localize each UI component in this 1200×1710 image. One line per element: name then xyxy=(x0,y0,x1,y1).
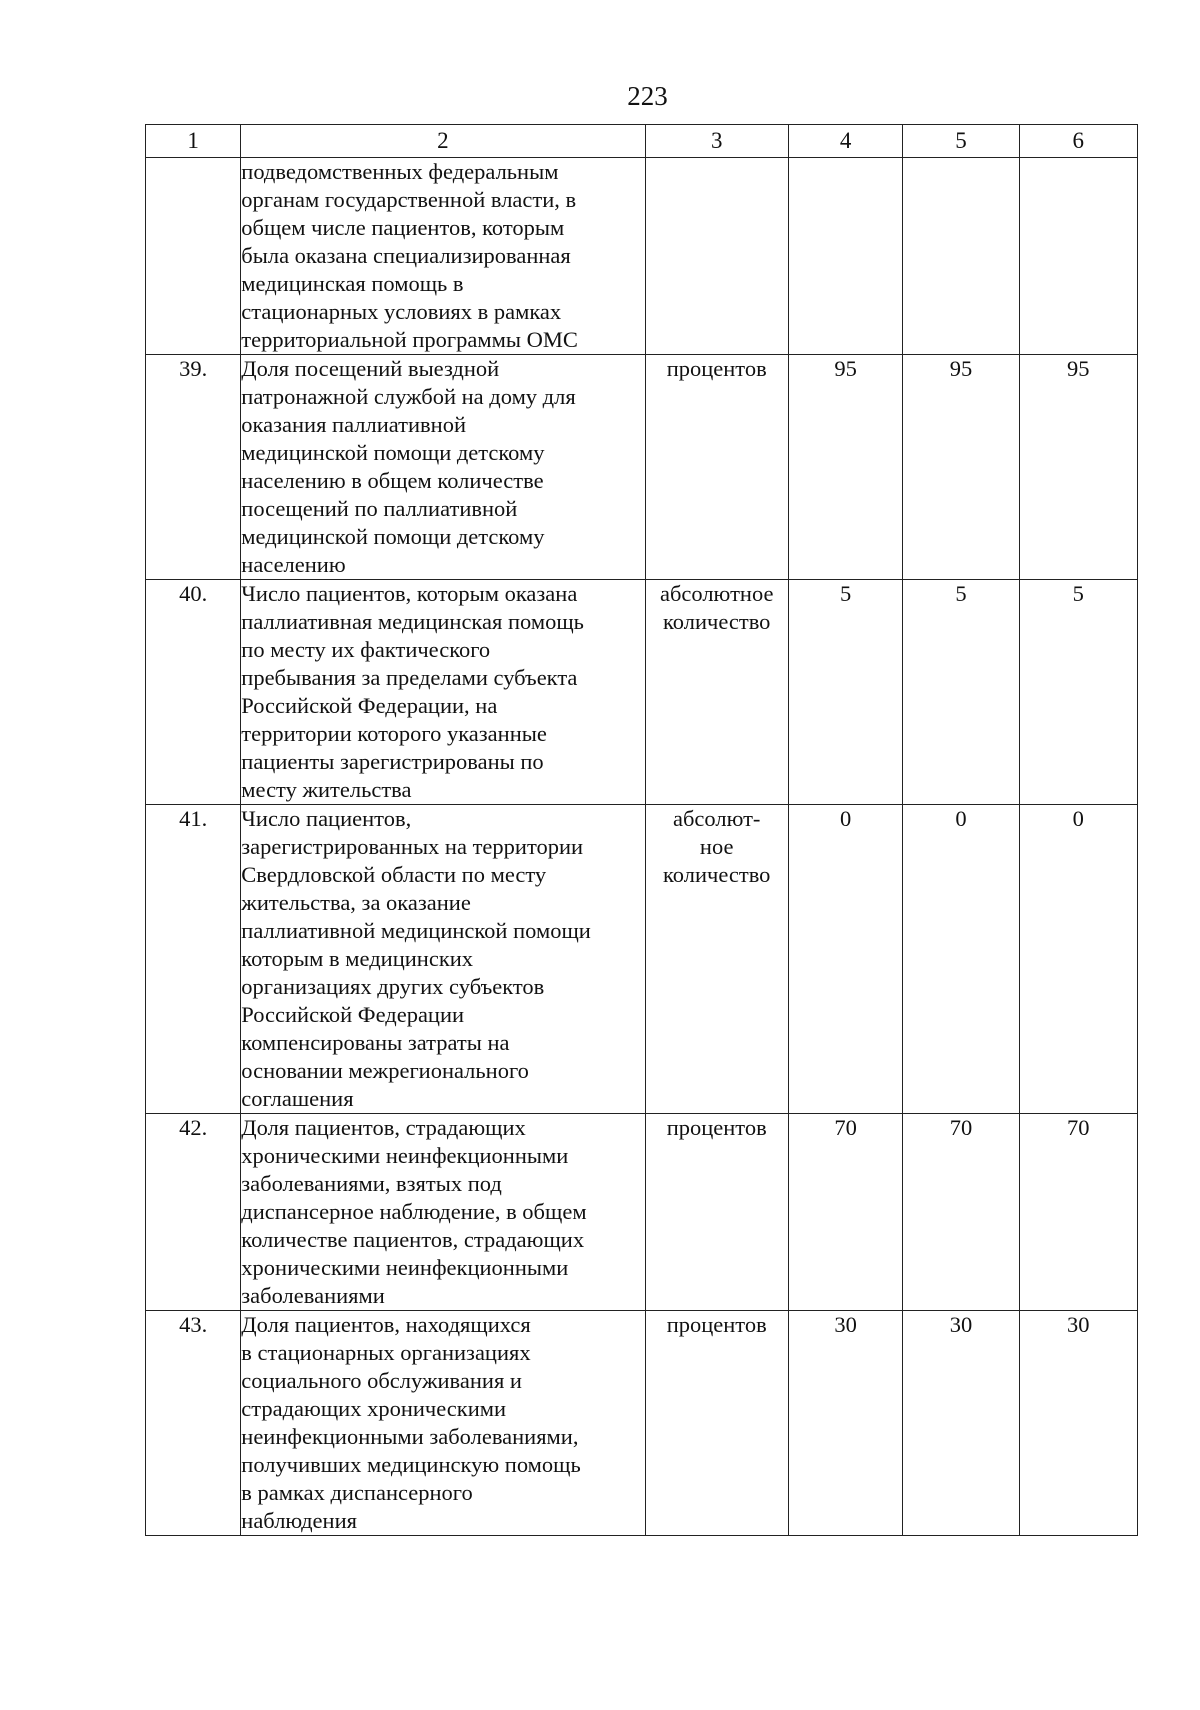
indicator-name-line: основании межрегионального xyxy=(241,1058,529,1083)
unit-line: процентов xyxy=(666,1312,767,1337)
value-col-5: 70 xyxy=(903,1114,1019,1311)
indicators-table xyxy=(145,124,1138,1536)
unit-line: абсолютное xyxy=(659,581,774,606)
indicator-name xyxy=(241,805,645,1114)
value-col-5: 95 xyxy=(903,355,1019,580)
value-col-6: 30 xyxy=(1019,1311,1137,1536)
indicator-name-line: организациях других субъектов xyxy=(241,974,545,999)
indicator-name-line: Доля пациентов, находящихся xyxy=(241,1312,531,1337)
indicator-name-line: в стационарных организациях xyxy=(241,1340,531,1365)
value-col-5: 5 xyxy=(903,580,1019,805)
indicator-name-line: хроническими неинфекционными xyxy=(241,1143,569,1168)
table-row xyxy=(146,158,1138,355)
unit-of-measure xyxy=(645,580,788,805)
unit-of-measure xyxy=(645,805,788,1114)
indicator-name-line: Число пациентов, xyxy=(241,806,412,831)
table-header xyxy=(146,125,1138,158)
indicator-name-line: паллиативной медицинской помощи xyxy=(241,918,591,943)
indicator-name-line: территории которого указанные xyxy=(241,721,547,746)
indicator-name-line: общем числе пациентов, которым xyxy=(241,215,565,240)
unit-line: количество xyxy=(663,609,771,634)
indicator-name-line: диспансерное наблюдение, в общем xyxy=(241,1199,587,1224)
table-body xyxy=(146,158,1138,1536)
indicator-name xyxy=(241,1311,645,1536)
value-col-6 xyxy=(1019,158,1137,355)
value-col-4 xyxy=(788,158,902,355)
row-number: 39. xyxy=(146,355,241,580)
indicator-name-line: органам государственной власти, в xyxy=(241,187,577,212)
row-number: 43. xyxy=(146,1311,241,1536)
value-col-5 xyxy=(903,158,1019,355)
unit-line: процентов xyxy=(666,356,767,381)
indicator-name xyxy=(241,158,645,355)
unit-line: количество xyxy=(663,862,771,887)
indicator-name-line: Число пациентов, которым оказана xyxy=(241,581,578,606)
indicator-name-line: соглашения xyxy=(241,1086,354,1111)
value-col-6: 0 xyxy=(1019,805,1137,1114)
value-col-4: 95 xyxy=(788,355,902,580)
header-col-6: 6 xyxy=(1019,125,1137,158)
indicator-name-line: наблюдения xyxy=(241,1508,357,1533)
indicator-name-line: подведомственных федеральным xyxy=(241,159,559,184)
indicator-name-line: медицинской помощи детскому xyxy=(241,524,545,549)
row-number: 42. xyxy=(146,1114,241,1311)
header-col-4: 4 xyxy=(788,125,902,158)
unit-of-measure xyxy=(645,355,788,580)
indicator-name-line: Доля посещений выездной xyxy=(241,356,500,381)
unit-of-measure xyxy=(645,1311,788,1536)
value-col-4: 0 xyxy=(788,805,902,1114)
header-row xyxy=(146,125,1138,158)
indicator-name-line: получивших медицинскую помощь xyxy=(241,1452,581,1477)
indicator-name-line: жительства, за оказание xyxy=(241,890,471,915)
value-col-6: 70 xyxy=(1019,1114,1137,1311)
header-col-2: 2 xyxy=(241,125,645,158)
indicator-name-line: пребывания за пределами субъекта xyxy=(241,665,578,690)
table-row xyxy=(146,355,1138,580)
indicator-name-line: Российской Федерации, на xyxy=(241,693,498,718)
indicator-name-line: социального обслуживания и xyxy=(241,1368,522,1393)
header-col-3: 3 xyxy=(645,125,788,158)
table-row xyxy=(146,805,1138,1114)
value-col-4: 5 xyxy=(788,580,902,805)
indicator-name-line: была оказана специализированная xyxy=(241,243,571,268)
indicator-name-line: населению xyxy=(241,552,346,577)
indicator-name-line: оказания паллиативной xyxy=(241,412,466,437)
indicator-name-line: Свердловской области по месту xyxy=(241,862,547,887)
indicator-name-line: патронажной службой на дому для xyxy=(241,384,576,409)
indicator-name-line: паллиативная медицинская помощь xyxy=(241,609,584,634)
unit-of-measure xyxy=(645,158,788,355)
indicator-name-line: Российской Федерации xyxy=(241,1002,465,1027)
table-row xyxy=(146,580,1138,805)
indicator-name-line: населению в общем количестве xyxy=(241,468,544,493)
indicator-name-line: хроническими неинфекционными xyxy=(241,1255,569,1280)
value-col-6: 5 xyxy=(1019,580,1137,805)
indicator-name xyxy=(241,580,645,805)
value-col-5: 0 xyxy=(903,805,1019,1114)
indicator-name-line: территориальной программы ОМС xyxy=(241,327,578,352)
indicator-name-line: стационарных условиях в рамках xyxy=(241,299,562,324)
indicator-name-line: медицинской помощи детскому xyxy=(241,440,545,465)
value-col-4: 70 xyxy=(788,1114,902,1311)
unit-of-measure xyxy=(645,1114,788,1311)
value-col-6: 95 xyxy=(1019,355,1137,580)
header-col-1: 1 xyxy=(146,125,241,158)
indicator-name-line: зарегистрированных на территории xyxy=(241,834,584,859)
indicator-name-line: заболеваниями xyxy=(241,1283,385,1308)
indicator-name-line: страдающих хроническими xyxy=(241,1396,507,1421)
header-col-5: 5 xyxy=(903,125,1019,158)
row-number: 40. xyxy=(146,580,241,805)
indicator-name-line: компенсированы затраты на xyxy=(241,1030,510,1055)
indicator-name-line: месту жительства xyxy=(241,777,412,802)
indicator-name-line: заболеваниями, взятых под xyxy=(241,1171,502,1196)
value-col-5: 30 xyxy=(903,1311,1019,1536)
unit-line: абсолют- xyxy=(672,806,761,831)
unit-line: процентов xyxy=(666,1115,767,1140)
indicator-name xyxy=(241,355,645,580)
indicator-name-line: которым в медицинских xyxy=(241,946,474,971)
indicator-name xyxy=(241,1114,645,1311)
indicator-name-line: пациенты зарегистрированы по xyxy=(241,749,544,774)
indicator-name-line: количестве пациентов, страдающих xyxy=(241,1227,585,1252)
indicator-name-line: Доля пациентов, страдающих xyxy=(241,1115,526,1140)
table-row xyxy=(146,1114,1138,1311)
page-number: 223 xyxy=(627,81,668,111)
unit-line: ное xyxy=(699,834,734,859)
indicator-name-line: в рамках диспансерного xyxy=(241,1480,473,1505)
indicator-name-line: по месту их фактического xyxy=(241,637,491,662)
row-number xyxy=(146,158,241,355)
indicator-name-line: медицинская помощь в xyxy=(241,271,464,296)
value-col-4: 30 xyxy=(788,1311,902,1536)
indicator-name-line: посещений по паллиативной xyxy=(241,496,518,521)
table-row xyxy=(146,1311,1138,1536)
indicator-name-line: неинфекционными заболеваниями, xyxy=(241,1424,579,1449)
row-number: 41. xyxy=(146,805,241,1114)
